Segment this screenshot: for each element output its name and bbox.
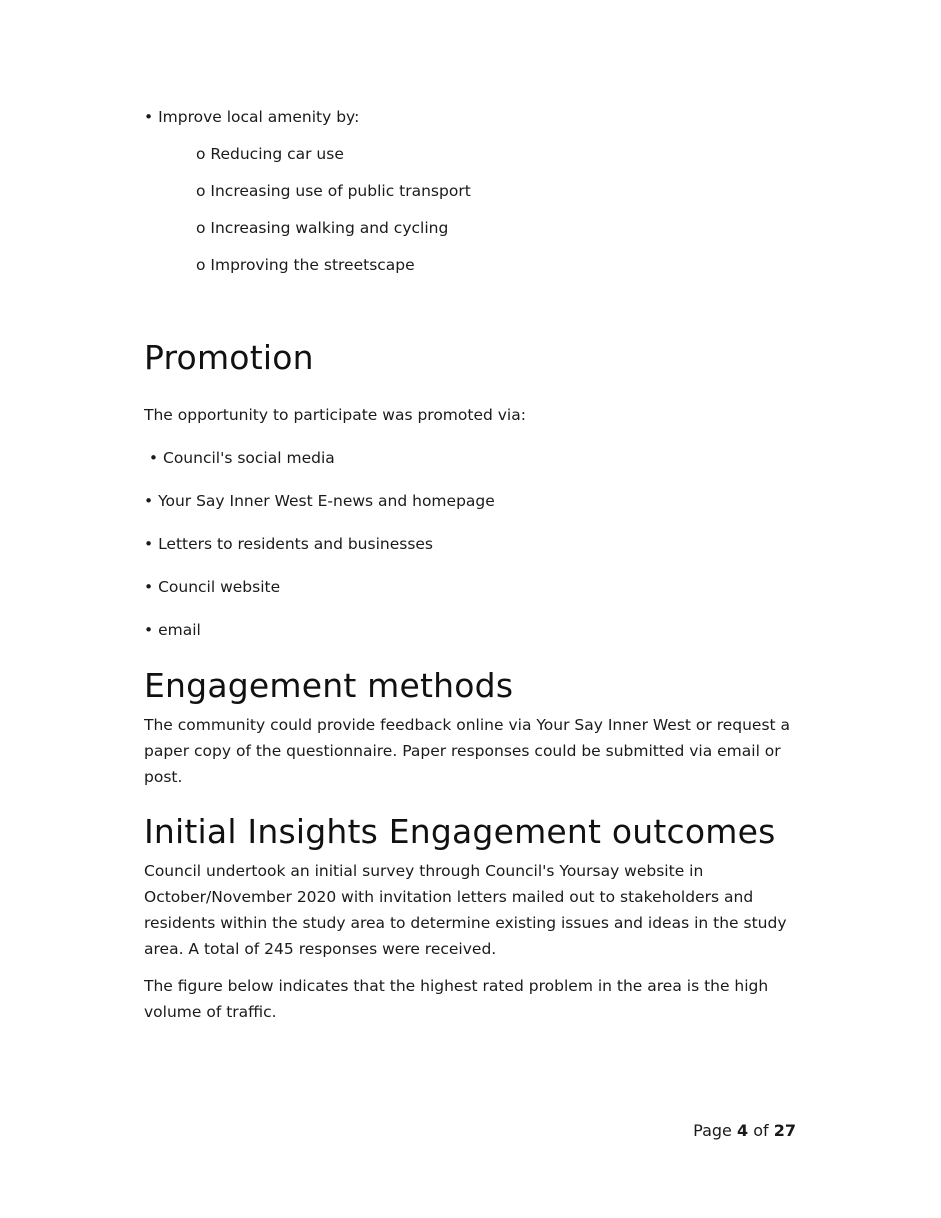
sub-bullet-public-transport: o Increasing use of public transport [196, 182, 471, 200]
promotion-item-enews: • Your Say Inner West E-news and homepage [144, 492, 495, 510]
intro-bullet: • Improve local amenity by: [144, 108, 360, 126]
sub-bullet-car-use: o Reducing car use [196, 145, 344, 163]
page-number-footer [693, 1120, 796, 1142]
promotion-heading: Promotion [144, 338, 314, 377]
initial-insights-paragraph-2: The figure below indicates that the highest rated problem in the area is the high volume of traffic. [144, 977, 769, 1021]
promotion-intro: The opportunity to participate was promoted via: [144, 406, 526, 424]
promotion-item-website: • Council website [144, 578, 281, 596]
initial-insights-paragraph-1: Council undertook an initial survey through Council's Yoursay website in October/November 2020 with invitation letters mailed out to stakeholders and residents within the study area to determine existing issues and ideas in the study area. A total of 245 responses were received. [144, 862, 787, 958]
page-of-label: of [753, 1121, 769, 1140]
engagement-methods-heading: Engagement methods [144, 666, 514, 705]
promotion-item-email: • email [144, 621, 201, 639]
sub-bullet-walking-cycling: o Increasing walking and cycling [196, 219, 449, 237]
engagement-methods-text: The community could provide feedback online via Your Say Inner West or request a paper copy of the questionnaire. Paper responses could be submitted via email or post. [144, 716, 791, 786]
promotion-item-letters: • Letters to residents and businesses [144, 535, 434, 553]
promotion-item-social-media: • Council's social media [144, 449, 335, 467]
current-page-number: 4 [736, 1121, 749, 1140]
total-page-count: 27 [773, 1121, 796, 1140]
initial-insights-heading: Initial Insights Engagement outcomes [144, 812, 776, 851]
sub-bullet-streetscape: o Improving the streetscape [196, 256, 415, 274]
page-label: Page [693, 1121, 732, 1140]
